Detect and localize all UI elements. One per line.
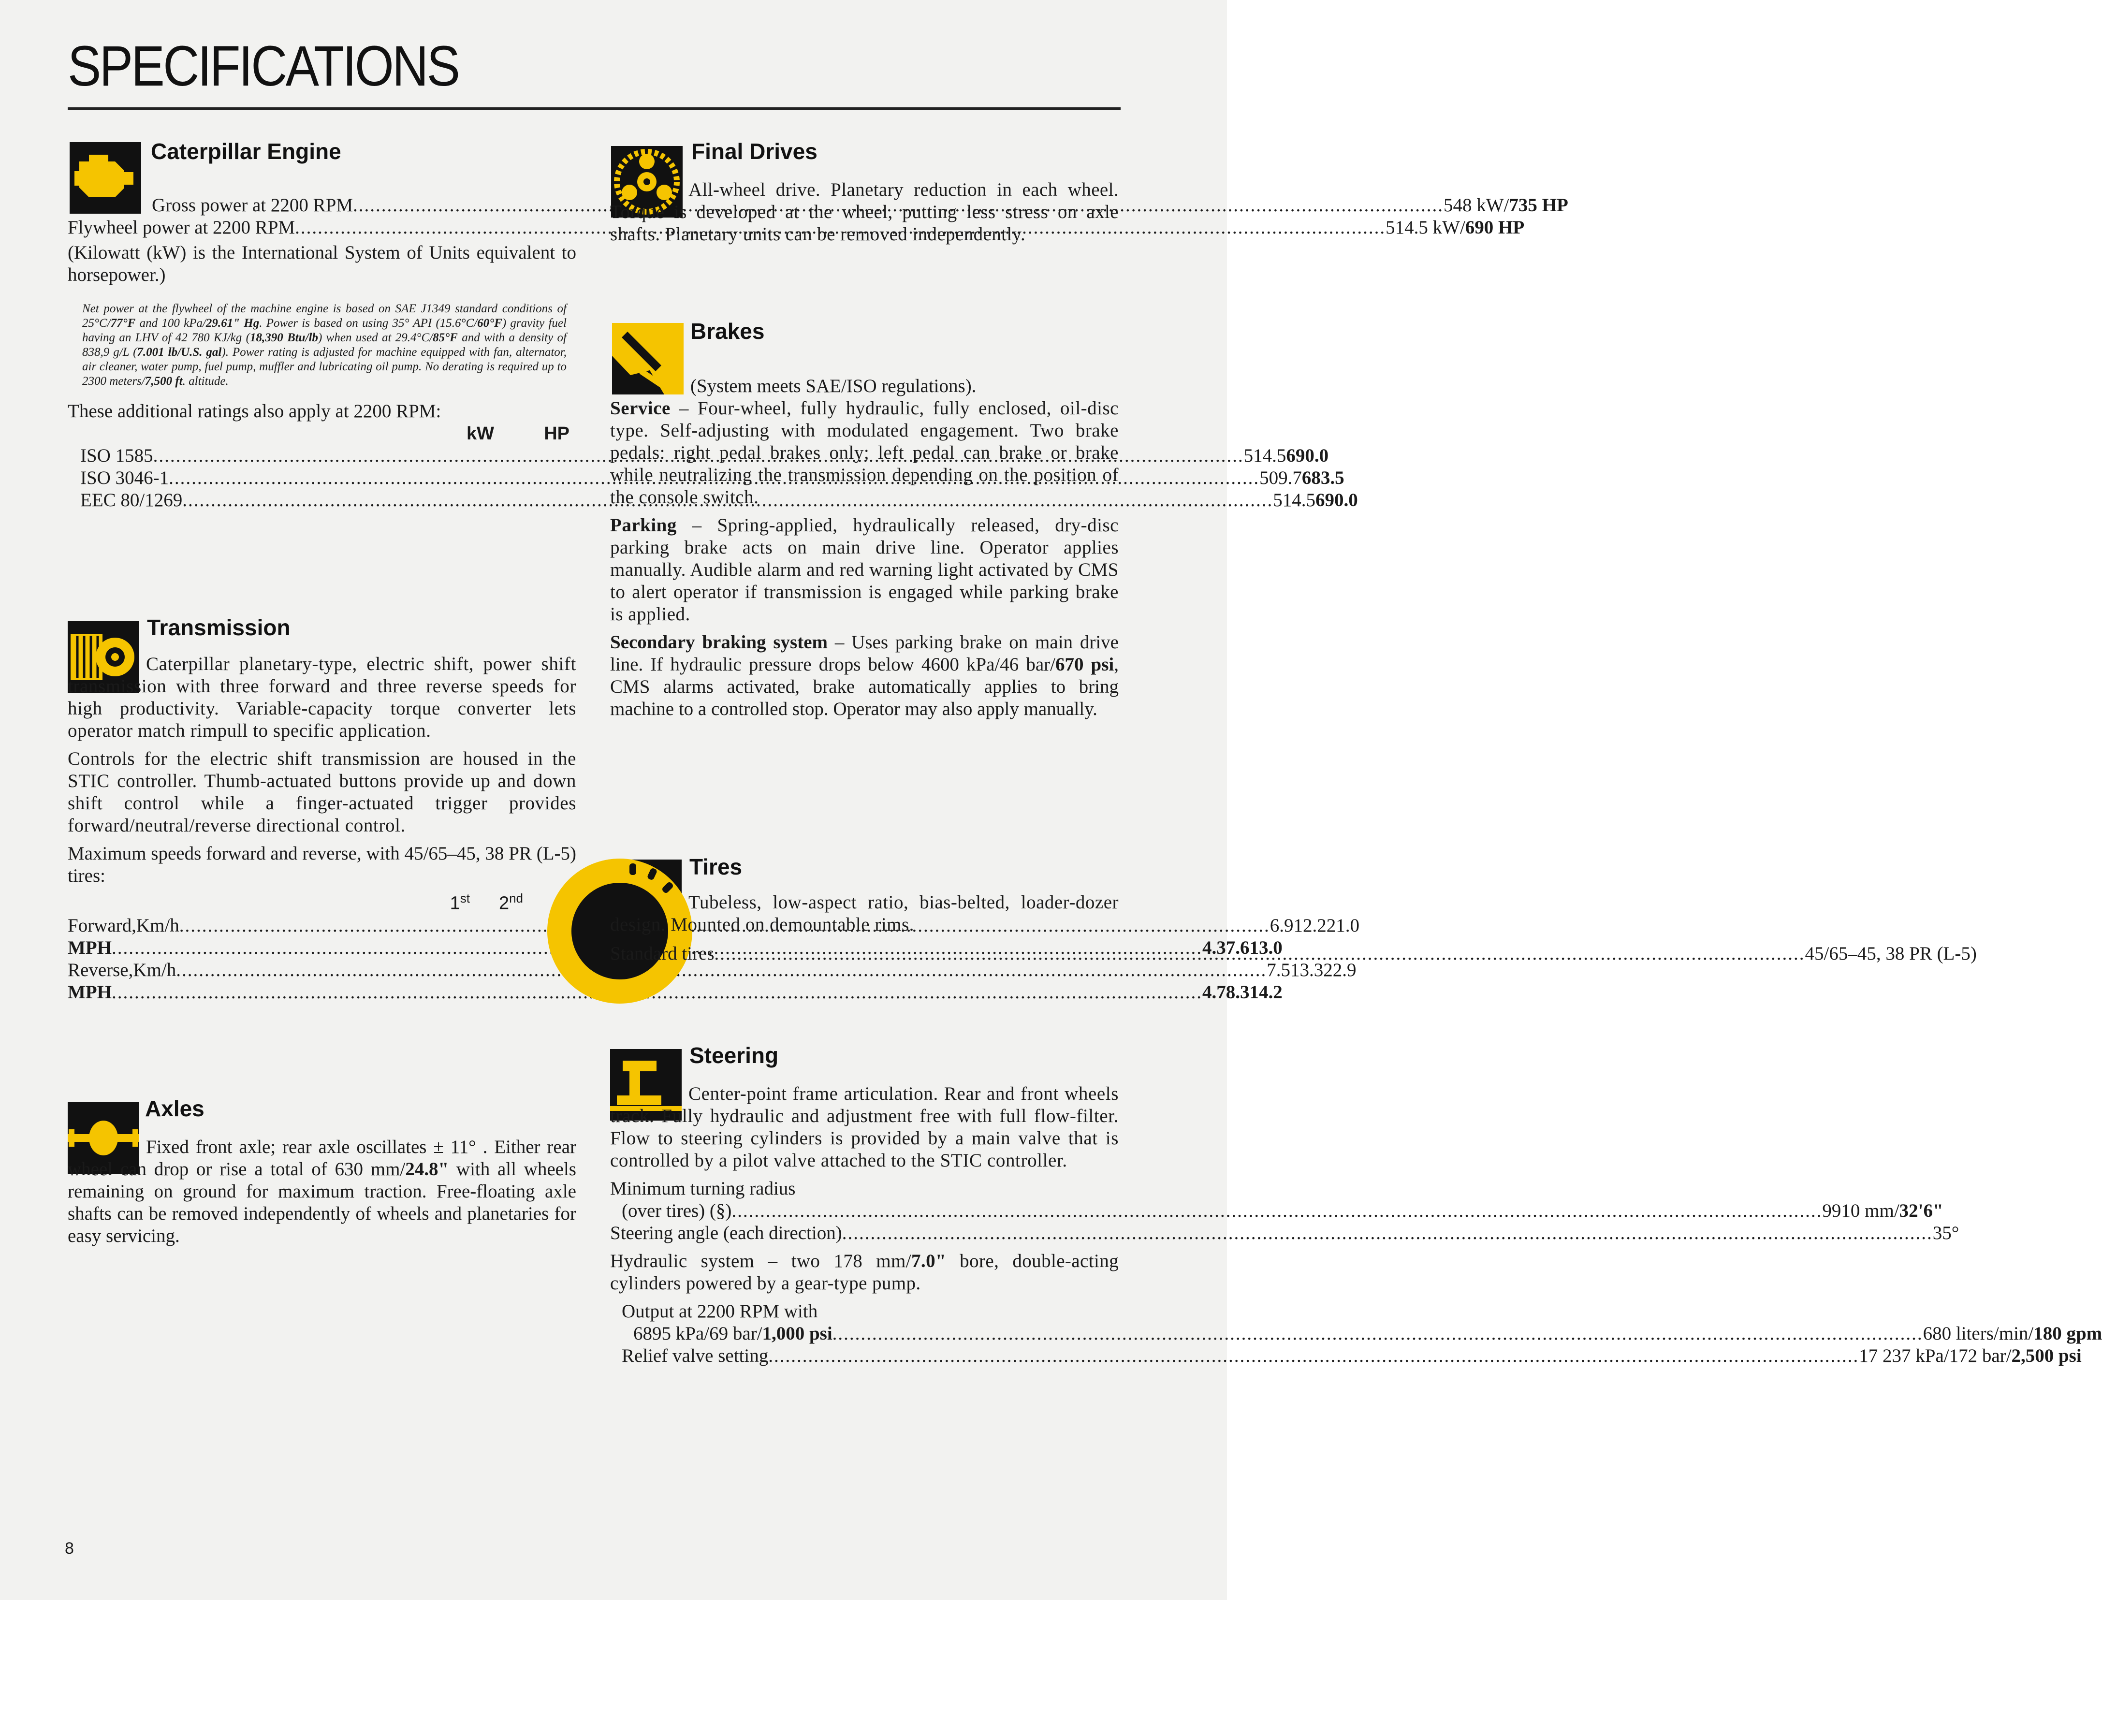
min-turning-label: Minimum turning radius bbox=[610, 1178, 796, 1199]
rating-hp: 690.0 bbox=[1315, 490, 1358, 511]
speed-unit: MPH bbox=[68, 937, 112, 958]
gross-power-label: Gross power at 2200 RPM bbox=[152, 195, 353, 216]
min-turning-sub: (over tires) (§) bbox=[622, 1200, 732, 1221]
standard-tires-value: 45/65–45, 38 PR (L-5) bbox=[1805, 943, 1977, 964]
rating-kw: 509.7 bbox=[1259, 467, 1302, 488]
speed-gear-2: 13.3 bbox=[1290, 959, 1324, 980]
speed-gear-1: 7.5 bbox=[1267, 959, 1290, 980]
speed-gear-2: 7.6 bbox=[1226, 937, 1250, 958]
steering-angle-row bbox=[610, 1222, 1959, 1244]
speed-gear-3: 22.9 bbox=[1323, 959, 1357, 980]
speed-gear-3: 21.0 bbox=[1326, 915, 1359, 936]
rating-standard: ISO 1585 bbox=[80, 445, 153, 466]
steering-angle-label: Steering angle (each direction) bbox=[610, 1223, 842, 1243]
gross-power-kw: 548 kW/ bbox=[1444, 195, 1509, 216]
speed-unit: MPH bbox=[68, 981, 112, 1003]
min-turning-row bbox=[610, 1200, 1943, 1222]
speed-unit: Km/h bbox=[133, 959, 176, 980]
flywheel-power-label: Flywheel power at 2200 RPM bbox=[68, 217, 295, 238]
brakes-parking: Parking – Spring-applied, hydraulically released, dry-disc parking brake acts on main drive line. Operator applies manually. Audible alarm and red warning light activated by CMS to alert operator if transmission is engaged while parking brake is applied. bbox=[610, 515, 1119, 625]
engine-heading: Caterpillar Engine bbox=[151, 139, 341, 164]
transmission-para-2: Controls for the electric shift transmission are housed in the STIC controller. Thumb-actuated buttons provide up and down shift control while a finger-actuated trigger provides forward/neutral/reverse directional control. bbox=[68, 748, 576, 836]
gear-1-label: 1st bbox=[450, 891, 470, 914]
speed-gear-1: 4.3 bbox=[1202, 937, 1226, 958]
speed-direction: Forward, bbox=[68, 915, 136, 936]
page-number: 8 bbox=[65, 1539, 74, 1558]
speed-row bbox=[68, 959, 1357, 981]
speed-header bbox=[68, 887, 576, 915]
rating-hp: 683.5 bbox=[1301, 467, 1344, 488]
brakes-secondary: Secondary braking system – Uses parking brake on main drive line. If hydraulic pressure drops below 4600 kPa/46 bar/670 psi, CMS alarms activated, brake automatically applies to bring machine to a controlled stop. Operator may also apply manually. bbox=[610, 632, 1119, 719]
rating-kw: 514.5 bbox=[1243, 445, 1286, 466]
axles-heading: Axles bbox=[145, 1096, 204, 1121]
steering-angle-value: 35° bbox=[1932, 1223, 1959, 1243]
standard-tires-label: Standard tires bbox=[610, 943, 715, 964]
speed-gear-2: 8.3 bbox=[1226, 981, 1250, 1003]
gear-2-label: 2nd bbox=[498, 891, 523, 914]
speed-gear-2: 12.2 bbox=[1293, 915, 1327, 936]
flywheel-power-kw: 514.5 kW/ bbox=[1386, 217, 1465, 238]
transmission-para-1: Caterpillar planetary-type, electric shift, power shift transmission with three forward and three reverse speeds for high productivity. Variable-capacity torque converter lets operator match rimpull to specific application. bbox=[68, 654, 576, 741]
speed-gear-1: 4.7 bbox=[1202, 981, 1226, 1003]
output-label: Output at 2200 RPM with bbox=[622, 1301, 818, 1322]
speed-gear-1: 6.9 bbox=[1270, 915, 1294, 936]
axles-para: Fixed front axle; rear axle oscillates ± 11° . Either rear wheel can drop or rise a total of 630 mm/24.8" with all wheels remaining on ground for maximum traction. Free-floating axle shafts can be removed independently of wheels and planetaries for easy servicing. bbox=[68, 1137, 576, 1246]
min-turning-ft: 32'6" bbox=[1899, 1200, 1943, 1221]
gross-power-hp: 735 HP bbox=[1509, 195, 1568, 216]
speed-gear-3: 14.2 bbox=[1249, 981, 1283, 1003]
relief-valve-row: Relief valve setting ..... 17 237 kPa/172 bar/2,500 psi bbox=[610, 1345, 1119, 1367]
page-title: SPECIFICATIONS bbox=[68, 34, 459, 98]
rating-standard: EEC 80/1269 bbox=[80, 490, 183, 511]
flywheel-power-hp: 690 HP bbox=[1465, 217, 1525, 238]
hydraulic-system: Hydraulic system – two 178 mm/7.0" bore, double-acting cylinders powered by a gear-type pump. bbox=[610, 1251, 1119, 1294]
flywheel-power-row bbox=[68, 217, 1525, 239]
ratings-col-kw: kW bbox=[467, 423, 494, 444]
relief-valve-label: Relief valve setting bbox=[622, 1345, 769, 1366]
kilowatt-note: (Kilowatt (kW) is the International System of Units equivalent to horsepower.) bbox=[68, 242, 576, 285]
speed-direction: Reverse, bbox=[68, 959, 133, 980]
rating-standard: ISO 3046-1 bbox=[80, 467, 169, 488]
tires-para: Tubeless, low-aspect ratio, bias-belted, loader-dozer design. Mounted on demountable rims. bbox=[610, 892, 1119, 935]
ratings-row bbox=[80, 445, 1329, 467]
ratings-header bbox=[80, 423, 576, 445]
speed-row bbox=[68, 981, 1283, 1004]
min-turning-mm: 9910 mm/ bbox=[1822, 1200, 1899, 1221]
transmission-para-3: Maximum speeds forward and reverse, with 45/65–45, 38 PR (L-5) tires: bbox=[68, 843, 576, 886]
brakes-intro: (System meets SAE/ISO regulations). bbox=[690, 376, 977, 396]
transmission-heading: Transmission bbox=[147, 615, 291, 640]
brakes-service: Service – Four-wheel, fully hydraulic, fully enclosed, oil-disc type. Self-adjusting with modulated engagement. Two brake pedals: right pedal brakes only; left pedal can brake or brake while neutralizing the transmission depending on the position of the console switch. bbox=[610, 398, 1119, 508]
net-power-note: Net power at the flywheel of the machine engine is based on SAE J1349 standard conditions of 25°C/77°F and 100 kPa/29.61" Hg. Power is based on using 35° API (15.6°C/60°F) gravity fuel having an LHV of 42 780 KJ/kg (18,390 Btu/lb) when used at 29.4°C/85°F and with a density of 838,9 g/L (7.001 lb/U.S. gal). Power rating is adjusted for machine equipped with fan, alternator, air cleaner, water pump, fuel pump, muffler and lubricating oil pump. No derating is required up to 2300 meters/7,500 ft. altitude. bbox=[82, 302, 567, 388]
steering-heading: Steering bbox=[689, 1043, 779, 1068]
gross-power-row bbox=[68, 194, 1568, 217]
steering-para: Center-point frame articulation. Rear and front wheels track. Fully hydraulic and adjustment free with full flow-filter. Flow to steering cylinders is provided by a main valve that is controlled by a pilot valve attached to the STIC controller. bbox=[610, 1083, 1119, 1171]
ratings-col-hp: HP bbox=[544, 423, 569, 444]
tires-heading: Tires bbox=[689, 854, 743, 879]
title-rule bbox=[68, 107, 1121, 110]
speed-unit: Km/h bbox=[136, 915, 179, 936]
brakes-heading: Brakes bbox=[690, 319, 765, 344]
speed-row bbox=[68, 915, 1359, 937]
additional-ratings-intro: These additional ratings also apply at 2200 RPM: bbox=[68, 401, 441, 422]
output-row: 6895 kPa/69 bar/1,000 psi ..... 680 liters/min/180 gpm bbox=[610, 1323, 1119, 1345]
ratings-row bbox=[80, 489, 1358, 511]
rating-kw: 514.5 bbox=[1273, 490, 1315, 511]
ratings-row bbox=[80, 467, 1344, 489]
speed-gear-3: 13.0 bbox=[1249, 937, 1283, 958]
scan-margin bbox=[0, 1600, 1227, 1736]
rating-hp: 690.0 bbox=[1286, 445, 1329, 466]
final-drives-heading: Final Drives bbox=[691, 139, 817, 164]
final-drives-para: All-wheel drive. Planetary reduction in each wheel. Torque is developed at the wheel, putting less stress on axle shafts. Planetary units can be removed independently. bbox=[610, 179, 1119, 245]
